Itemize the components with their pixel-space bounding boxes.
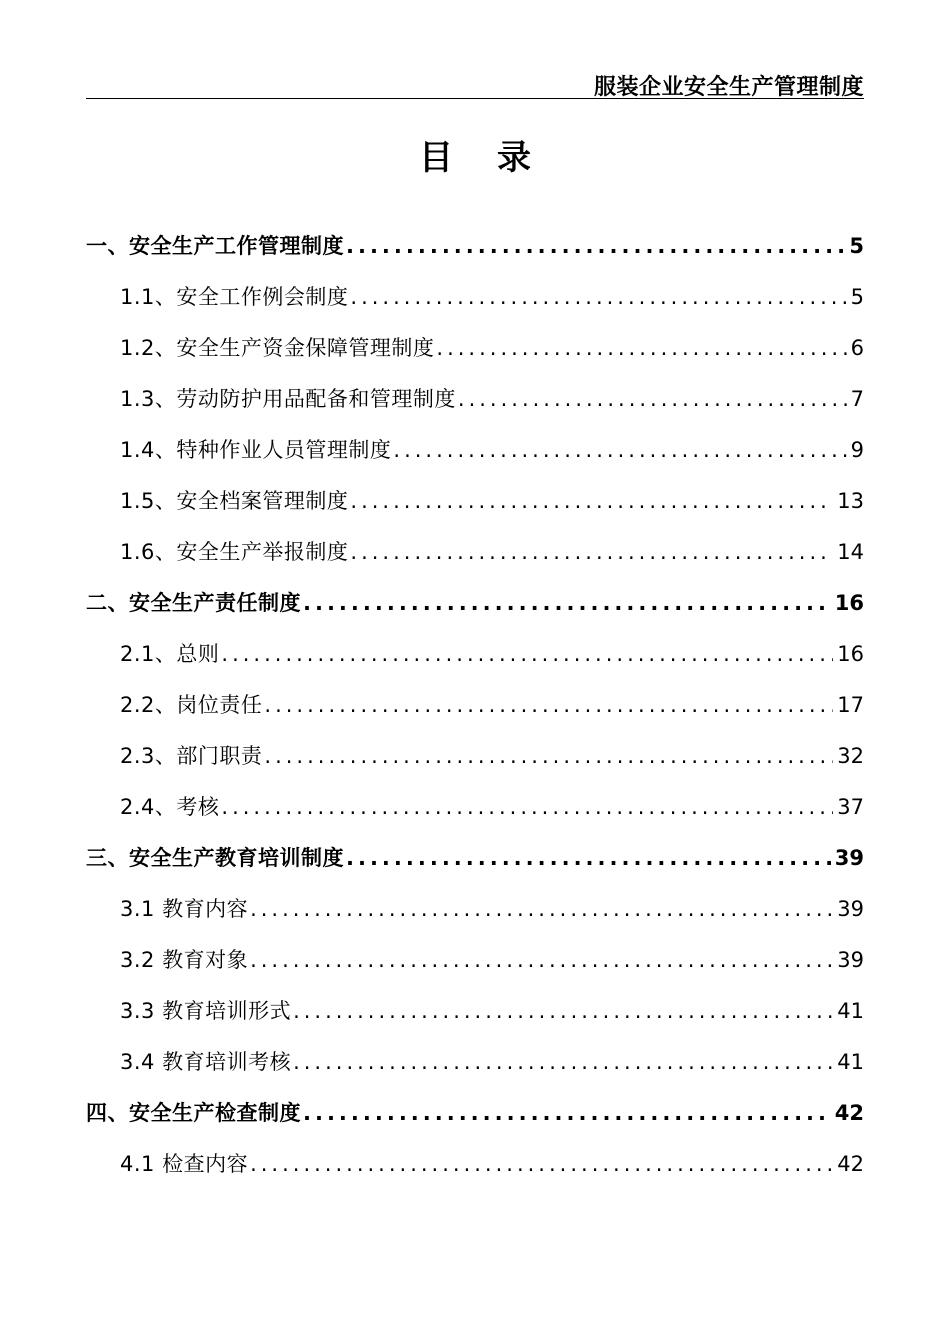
toc-dot-leader	[293, 1050, 833, 1074]
toc-section-entry[interactable]	[86, 485, 864, 536]
toc-section-entry[interactable]	[86, 1046, 864, 1097]
toc-section-entry[interactable]	[86, 434, 864, 485]
document-title: 服装企业安全生产管理制度	[593, 75, 864, 100]
toc-dot-leader	[250, 1152, 833, 1176]
toc-dot-leader	[250, 948, 833, 972]
toc-page-number: 13	[837, 489, 864, 513]
toc-section-entry[interactable]	[86, 791, 864, 842]
toc-dot-leader	[436, 336, 846, 360]
toc-dot-leader	[350, 285, 846, 309]
toc-page-number: 5	[850, 285, 864, 309]
toc-dot-leader	[293, 999, 833, 1023]
toc-section-entry[interactable]	[86, 383, 864, 434]
toc-section-entry[interactable]	[86, 995, 864, 1046]
toc-entry-title: 1.5、安全档案管理制度	[120, 489, 349, 513]
toc-section-entry[interactable]	[86, 332, 864, 383]
toc-dot-leader	[346, 234, 845, 258]
toc-dot-leader	[221, 795, 833, 819]
toc-entry-title: 二、安全生产责任制度	[86, 591, 301, 615]
toc-dot-leader	[250, 897, 833, 921]
toc-dot-leader	[303, 591, 831, 615]
toc-dot-leader	[303, 1101, 831, 1125]
toc-page-number: 39	[834, 846, 864, 870]
toc-chapter-entry[interactable]	[86, 587, 864, 638]
toc-heading: 目录	[419, 138, 575, 178]
toc-section-entry[interactable]	[86, 638, 864, 689]
toc-entry-title: 四、安全生产检查制度	[86, 1101, 301, 1125]
toc-section-entry[interactable]	[86, 740, 864, 791]
toc-dot-leader	[350, 489, 833, 513]
table-of-contents	[86, 230, 864, 1199]
toc-page-number: 32	[837, 744, 864, 768]
page-header	[86, 64, 864, 99]
toc-section-entry[interactable]	[86, 1148, 864, 1199]
toc-dot-leader	[346, 846, 831, 870]
toc-entry-title: 一、安全生产工作管理制度	[86, 234, 344, 258]
toc-page-number: 17	[837, 693, 864, 717]
toc-page-number: 42	[834, 1101, 864, 1125]
toc-dot-leader	[264, 744, 833, 768]
toc-chapter-entry[interactable]	[86, 1097, 864, 1148]
toc-entry-title: 1.1、安全工作例会制度	[120, 285, 349, 309]
toc-section-entry[interactable]	[86, 281, 864, 332]
toc-page-number: 37	[837, 795, 864, 819]
toc-entry-title: 4.1 检查内容	[120, 1152, 249, 1176]
toc-page-number: 39	[837, 948, 864, 972]
toc-section-entry[interactable]	[86, 536, 864, 587]
toc-entry-title: 2.1、总则	[120, 642, 220, 666]
toc-entry-title: 2.4、考核	[120, 795, 220, 819]
toc-dot-leader	[350, 540, 833, 564]
toc-chapter-entry[interactable]	[86, 842, 864, 893]
toc-dot-leader	[264, 693, 833, 717]
toc-entry-title: 3.2 教育对象	[120, 948, 249, 972]
toc-dot-leader	[458, 387, 847, 411]
toc-entry-title: 1.4、特种作业人员管理制度	[120, 438, 392, 462]
toc-entry-title: 三、安全生产教育培训制度	[86, 846, 344, 870]
toc-section-entry[interactable]	[86, 944, 864, 995]
toc-page-number: 16	[834, 591, 864, 615]
toc-entry-title: 1.2、安全生产资金保障管理制度	[120, 336, 435, 360]
toc-page-number: 39	[837, 897, 864, 921]
toc-section-entry[interactable]	[86, 689, 864, 740]
toc-page-number: 9	[850, 438, 864, 462]
toc-page-number: 41	[837, 999, 864, 1023]
toc-page-number: 16	[837, 642, 864, 666]
toc-entry-title: 3.1 教育内容	[120, 897, 249, 921]
toc-page-number: 6	[850, 336, 864, 360]
toc-page-number: 41	[837, 1050, 864, 1074]
toc-entry-title: 3.3 教育培训形式	[120, 999, 292, 1023]
toc-page-number: 14	[837, 540, 864, 564]
toc-dot-leader	[221, 642, 833, 666]
toc-dot-leader	[393, 438, 846, 462]
toc-entry-title: 2.3、部门职责	[120, 744, 263, 768]
toc-entry-title: 1.3、劳动防护用品配备和管理制度	[120, 387, 456, 411]
toc-page-number: 5	[849, 234, 864, 258]
toc-section-entry[interactable]	[86, 893, 864, 944]
toc-entry-title: 2.2、岗位责任	[120, 693, 263, 717]
toc-page-number: 42	[837, 1152, 864, 1176]
toc-chapter-entry[interactable]	[86, 230, 864, 281]
toc-entry-title: 3.4 教育培训考核	[120, 1050, 292, 1074]
toc-page-number: 7	[850, 387, 864, 411]
toc-entry-title: 1.6、安全生产举报制度	[120, 540, 349, 564]
